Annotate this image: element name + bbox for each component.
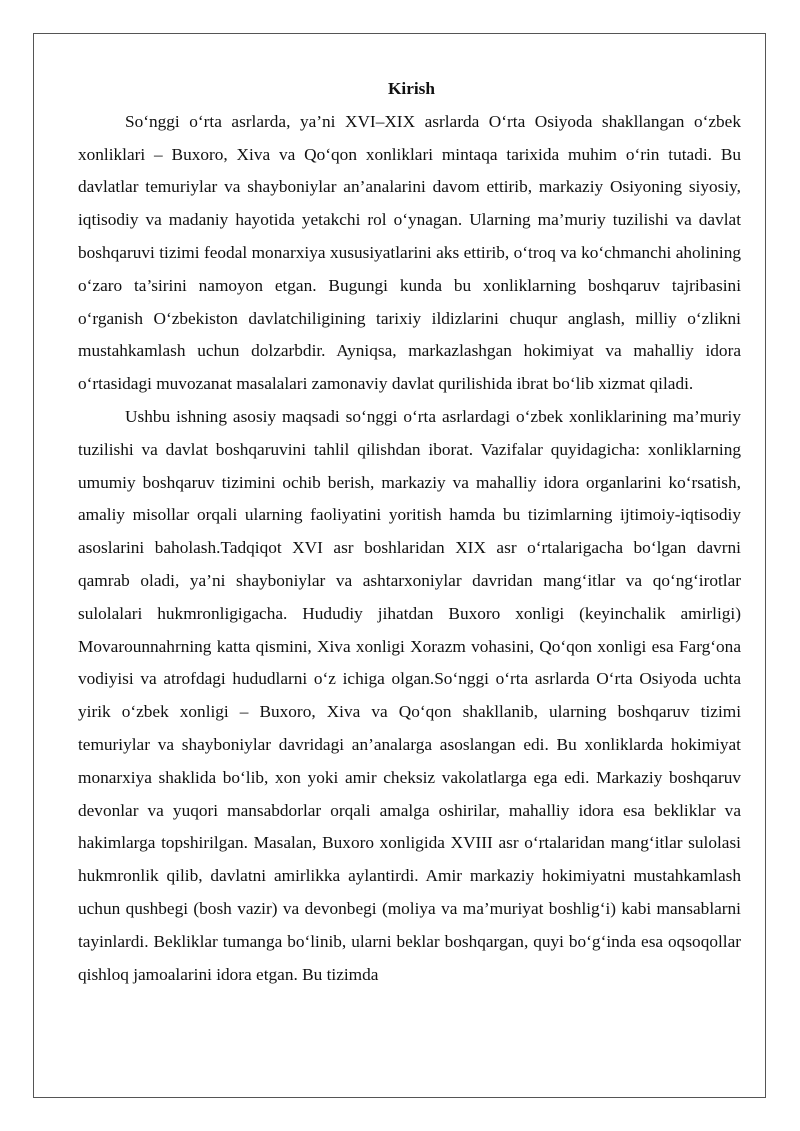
paragraph-objectives: Ushbu ishning asosiy maqsadi so‘nggi o‘rta asrlardagi o‘zbek xonliklarining ma’muriy tuzilishi va davlat boshqaruvini tahlil qilishdan iborat. Vazifalar quyidagicha: xonliklarning umumiy boshqaruv tizimini ochib berish, markaziy va mahalliy idora organlarini ko‘rsatish, amaliy misollar orqali ularning faoliyatini yoritish hamda bu tizimlarning ijtimoiy-iqtisodiy asoslarini baholash.Tadqiqot XVI asr boshlaridan XIX asr o‘rtalarigacha bo‘lgan davrni qamrab oladi, ya’ni shayboniylar va ashtarxoniylar davridan mang‘itlar va qo‘ng‘irotlar sulolalari hukmronligigacha. Hududiy jihatdan Buxoro xonligi (keyinchalik amirligi) Movarounnahrning katta qismini, Xiva xonligi Xorazm vohasini, Qo‘qon xonligi esa Farg‘ona vodiyisi va atrofdagi hududlarni o‘z ichiga olgan.So‘nggi o‘rta asrlarda O‘rta Osiyoda uchta yirik o‘zbek xonligi – Buxoro, Xiva va Qo‘qon shakllanib, ularning boshqaruv tizimi temuriylar va shayboniylar davridagi an’analarga asoslangan edi. Bu xonliklarda hokimiyat monarxiya shaklida bo‘lib, xon yoki amir cheksiz vakolatlarga ega edi. Markaziy boshqaruv devonlar va yuqori mansabdorlar orqali amalga oshirilar, mahalliy idora esa bekliklar va hakimlarga topshirilgan. Masalan, Buxoro xonligida XVIII asr o‘rtalaridan mang‘itlar sulolasi hukmronlik qilib, davlatni amirlikka aylantirdi. Amir markaziy hokimiyatni mustahkamlash uchun qushbegi (bosh vazir) va devonbegi (moliya va ma’muriyat boshlig‘i) kabi mansablarni tayinlardi. Bekliklar tumanga bo‘linib, ularni beklar boshqargan, quyi bo‘g‘inda esa oqsoqollar qishloq jamoalarini idora etgan. Bu tizimda xyxy=(78,406,741,984)
document-title: Kirish xyxy=(387,79,436,98)
paragraph-introduction: So‘nggi o‘rta asrlarda, ya’ni XVI–XIX asrlarda O‘rta Osiyoda shakllangan o‘zbek xonliklari – Buxoro, Xiva va Qo‘qon xonliklari mintaqa tarixida muhim o‘rin tutadi. Bu davlatlar temuriylar va shayboniylar an’analarini davom ettirib, markaziy Osiyoning siyosiy, iqtisodiy va madaniy hayotida yetakchi rol o‘ynagan. Ularning ma’muriy tuzilishi va davlat boshqaruvi tizimi feodal monarxiya xususiyatlarini aks ettirib, o‘troq va ko‘chmanchi aholining o‘zaro ta’sirini namoyon etgan. Bugungi kunda bu xonliklarning boshqaruv tajribasini o‘rganish O‘zbekiston davlatchiligining tarixiy ildizlarini chuqur anglash, milliy o‘zlikni mustahkamlash uchun dolzarbdir. Ayniqsa, markazlashgan hokimiyat va mahalliy idora o‘rtasidagi muvozanat masalalari zamonaviy davlat qurilishida ibrat bo‘lib xizmat qiladi. xyxy=(78,111,741,394)
document-body xyxy=(78,73,741,991)
